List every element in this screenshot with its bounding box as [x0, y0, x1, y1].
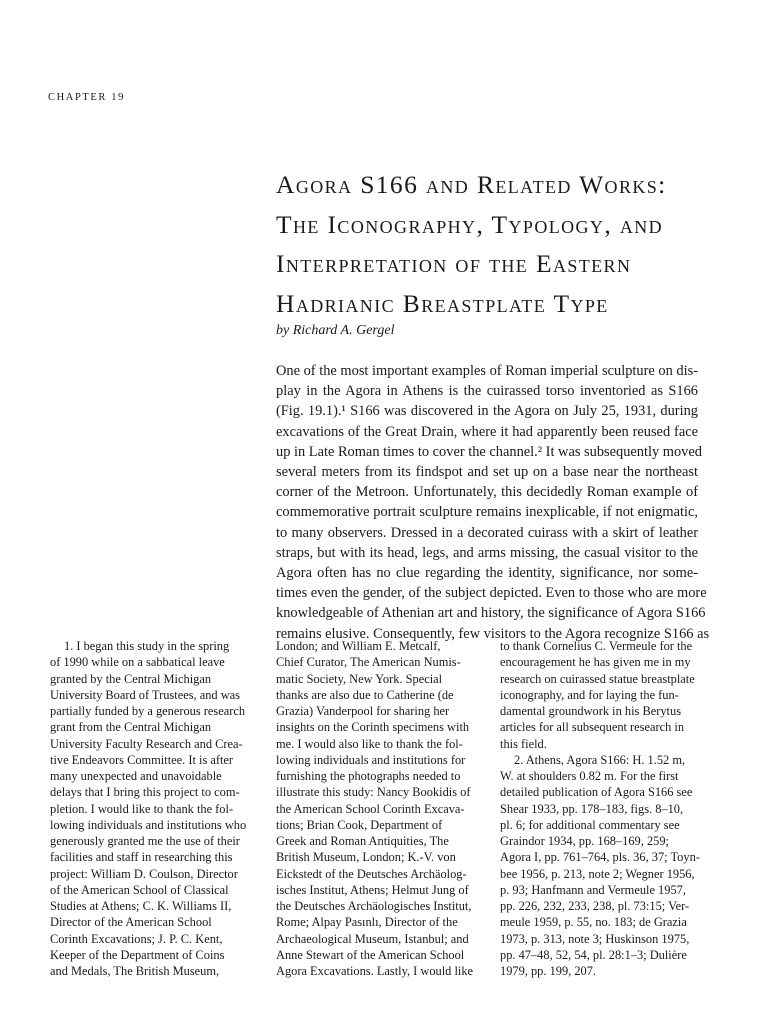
footnote-line: bee 1956, p. 213, note 2; Wegner 1956, [500, 866, 695, 881]
footnote-line: thanks are also due to Catherine (de [276, 687, 454, 702]
footnote-line: British Museum, London; K.-V. von [276, 850, 456, 865]
footnote-line: the Deutsches Archäologisches Institut, [276, 899, 472, 913]
footnote-line: Chief Curator, The American Numis- [276, 655, 461, 670]
footnote-line: damental groundwork in his Berytus [500, 704, 682, 718]
footnote-line: W. at shoulders 0.82 m. For the first [500, 769, 679, 783]
title-line: Interpretation of the Eastern [276, 249, 632, 278]
footnote-line: this field. [500, 736, 547, 751]
footnote-line: Rome; Alpay Pasınlı, Director of the [276, 915, 458, 930]
footnote-line: and Medals, The British Museum, [50, 964, 220, 978]
chapter-label: CHAPTER 19 [48, 92, 125, 103]
body-line: to many observers. Dressed in a decorated cuirass with a skirt of leather [276, 524, 698, 541]
footnote-line: of the American School of Classical [50, 882, 229, 897]
footnote-line: illustrate this study: Nancy Bookidis of [276, 785, 471, 800]
body-line: times even the gender, of the subject depicted. Even to those who are more [276, 585, 707, 602]
footnote-line: encouragement he has given me in my [500, 655, 691, 670]
footnote-line: the American School Corinth Excava- [276, 801, 465, 816]
footnote-line: Agora I, pp. 761–764, pls. 36, 37; Toyn- [500, 850, 700, 865]
footnote-line: lowing individuals and institutions who [50, 817, 247, 832]
footnote-line: Shear 1933, pp. 178–183, figs. 8–10, [500, 801, 684, 816]
footnote-line: generously granted me the use of their [50, 834, 240, 848]
footnote-line: Anne Stewart of the American School [276, 947, 465, 962]
footnote-line: 2. Athens, Agora S166: H. 1.52 m, [514, 752, 686, 767]
footnote-line: p. 93; Hanfmann and Vermeule 1957, [500, 882, 686, 897]
footnote-line: delays that I bring this project to com- [50, 785, 240, 800]
footnote-line: pletion. I would like to thank the fol- [50, 801, 234, 816]
author-byline: by Richard A. Gergel [276, 323, 395, 338]
title-line: Agora S166 and Related Works: [276, 170, 667, 199]
body-line: several meters from its findspot and set up on a base near the northeast [276, 464, 698, 481]
footnote-line: meule 1959, p. 55, no. 183; de Grazia [500, 915, 687, 930]
footnote-line: University Faculty Research and Crea- [50, 736, 243, 751]
footnote-line: project: William D. Coulson, Director [50, 866, 238, 881]
footnote-line: pl. 6; for additional commentary see [500, 817, 680, 832]
footnotes-column-3 [500, 638, 700, 979]
article-title [276, 165, 746, 323]
footnote-line: University Board of Trustees, and was [50, 687, 240, 702]
footnote-line: London; and William E. Metcalf, [276, 639, 441, 653]
footnote-line: lowing individuals and institutions for [276, 752, 466, 767]
footnote-line: Greek and Roman Antiquities, The [276, 834, 449, 848]
footnote-line: Graindor 1934, pp. 168–169, 259; [500, 834, 669, 848]
footnote-line: Studies at Athens; C. K. Williams II, [50, 899, 232, 913]
body-line: straps, but with its head, legs, and arms missing, the casual visitor to the [276, 544, 698, 561]
footnote-line: granted by the Central Michigan [50, 671, 212, 686]
body-line: up in Late Roman times to cover the channel.² It was subsequently moved [276, 443, 702, 460]
footnote-line: facilities and staff in researching this [50, 850, 233, 865]
body-line: One of the most important examples of Roman imperial sculpture on dis- [276, 363, 698, 379]
footnote-line: 1. I began this study in the spring [64, 639, 230, 653]
intro-paragraph [276, 361, 710, 644]
footnote-line: matic Society, New York. Special [276, 671, 443, 686]
body-line: Agora often has no clue regarding the identity, significance, nor some- [276, 565, 698, 582]
body-line: excavations of the Great Drain, where it had apparently been reused face [276, 423, 698, 440]
footnote-line: grant from the Central Michigan [50, 720, 212, 735]
footnote-line: Keeper of the Department of Coins [50, 947, 225, 962]
body-line: play in the Agora in Athens is the cuirassed torso inventoried as S166 [276, 383, 698, 400]
footnote-line: Director of the American School [50, 915, 212, 930]
footnote-line: isches Institut, Athens; Helmut Jung of [276, 882, 469, 897]
title-line: Hadrianic Breastplate Type [276, 288, 609, 318]
footnote-line: me. I would also like to thank the fol- [276, 736, 463, 751]
footnote-line: iconography, and for laying the fun- [500, 687, 679, 702]
body-line: remains elusive. Consequently, few visitors to the Agora recognize S166 as [276, 625, 710, 642]
footnote-line: Archaeological Museum, Istanbul; and [276, 931, 469, 946]
footnotes-column-2 [276, 638, 473, 979]
footnote-line: pp. 47–48, 52, 54, pl. 28:1–3; Dulière [500, 947, 687, 962]
footnote-line: tions; Brian Cook, Department of [276, 817, 443, 832]
footnote-line: articles for all subsequent research in [500, 720, 685, 735]
footnote-line: pp. 226, 232, 233, 238, pl. 73:15; Ver- [500, 899, 690, 913]
footnote-line: Grazia) Vanderpool for sharing her [276, 704, 450, 718]
footnote-line: many unexpected and unavoidable [50, 769, 222, 783]
footnote-line: 1979, pp. 199, 207. [500, 964, 597, 978]
body-line: knowledgeable of Athenian art and history, the significance of Agora S166 [276, 605, 706, 622]
footnote-line: Eickstedt of the Deutsches Archäolog- [276, 866, 467, 881]
body-line: (Fig. 19.1).¹ S166 was discovered in the Agora on July 25, 1931, during [276, 403, 698, 420]
body-line: commemorative portrait sculpture remains inexplicable, if not enigmatic, [276, 504, 698, 521]
footnote-line: tive Endeavors Committee. It is after [50, 752, 234, 767]
footnote-line: Corinth Excavations; J. P. C. Kent, [50, 931, 223, 946]
footnotes-column-1 [50, 638, 246, 979]
footnote-line: Agora Excavations. Lastly, I would like [276, 964, 474, 978]
footnote-line: furnishing the photographs needed to [276, 769, 461, 783]
footnote-line: 1973, p. 313, note 3; Huskinson 1975, [500, 931, 690, 946]
footnote-line: to thank Cornelius C. Vermeule for the [500, 639, 693, 653]
title-line: The Iconography, Typology, and [276, 209, 664, 239]
footnote-line: detailed publication of Agora S166 see [500, 785, 693, 800]
footnote-line: of 1990 while on a sabbatical leave [50, 655, 225, 670]
footnote-line: partially funded by a generous research [50, 704, 246, 718]
footnote-line: research on cuirassed statue breastplate [500, 671, 695, 686]
body-line: corner of the Metroon. Unfortunately, this decidedly Roman example of [276, 484, 698, 501]
footnote-line: insights on the Corinth specimens with [276, 720, 470, 735]
